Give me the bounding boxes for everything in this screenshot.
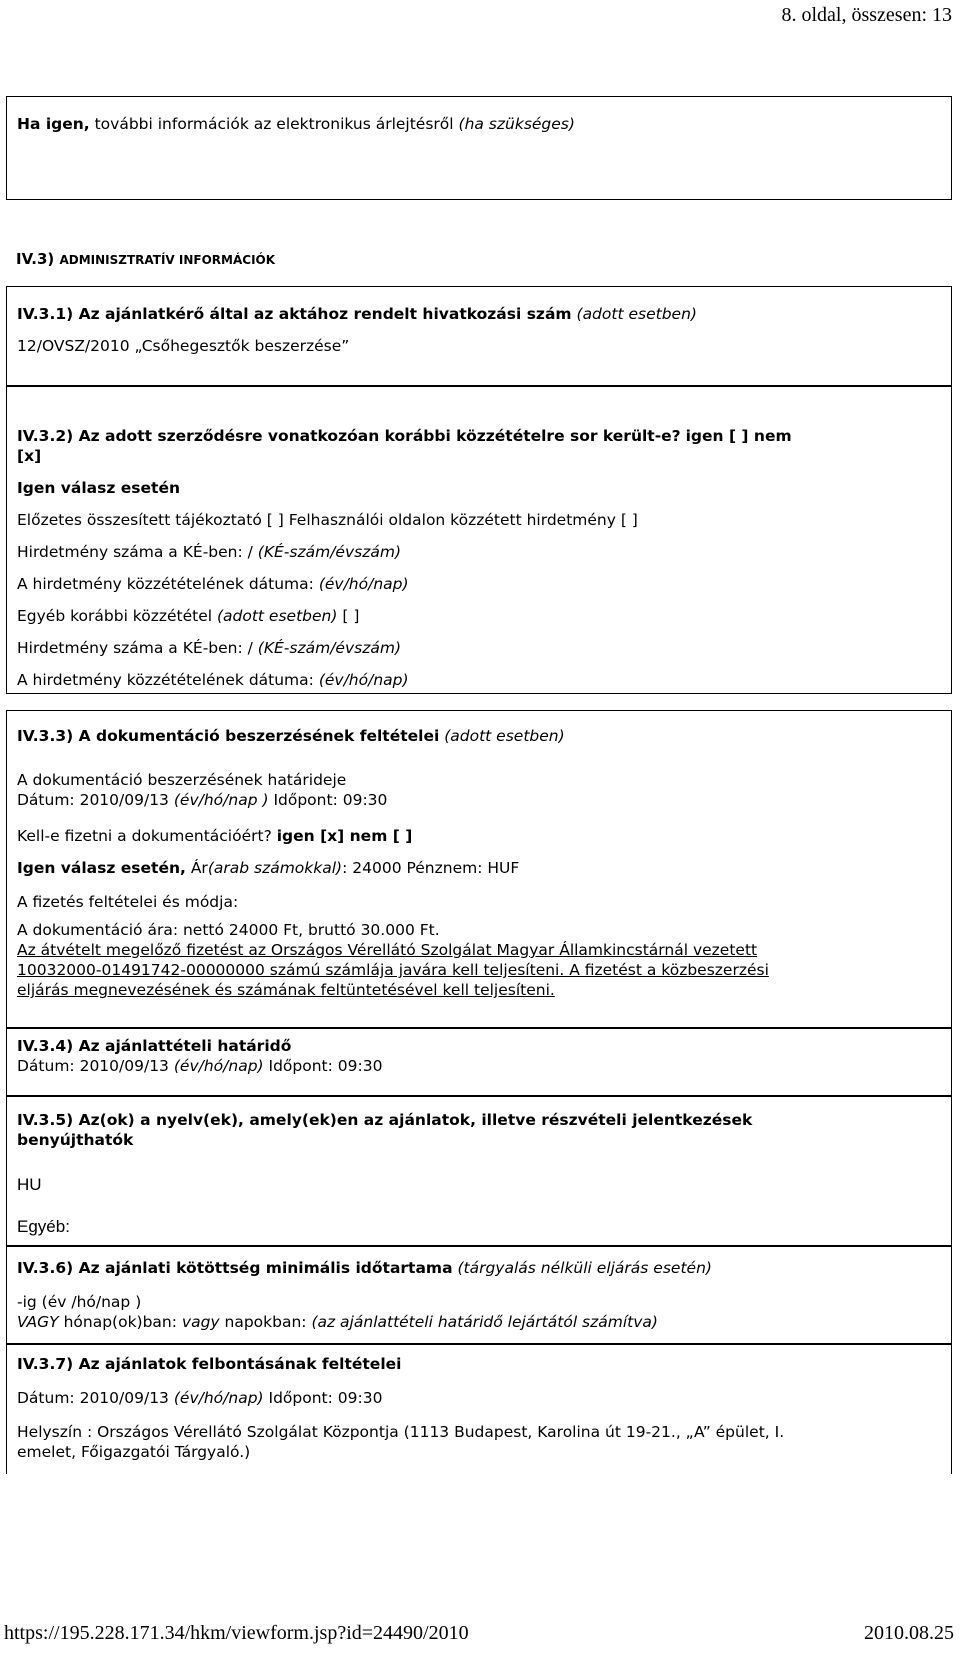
iv33-terms-line4: eljárás megnevezésének és számának feltüntetésével kell teljesíteni. (17, 981, 555, 999)
iv33-terms-label: A fizetés feltételei és módja: (17, 893, 239, 911)
iv35-box (6, 1096, 952, 1246)
iv33-heading: IV.3.3) A dokumentáció beszerzésének feltételei (adott esetben) (17, 727, 565, 745)
iv32-other: Egyéb korábbi közzététel (adott esetben) [ ] (17, 607, 360, 625)
iv33-deadline-label: A dokumentáció beszerzésének határideje (17, 771, 347, 789)
iv32-prior-notice: Előzetes összesített tájékoztató [ ] Felhasználói oldalon közzétett hirdetmény [ ] (17, 511, 638, 529)
auction-info: Ha igen, további információk az elektronikus árlejtésről (ha szükséges) (17, 115, 575, 133)
page-number: 8. oldal, összesen: 13 (781, 4, 952, 26)
iv36-box (6, 1246, 952, 1344)
iv34-box (6, 1028, 952, 1096)
iv35-language: HU (17, 1175, 42, 1194)
iv32-box (6, 386, 952, 694)
iv37-place-line2: emelet, Főigazgatói Tárgyaló.) (17, 1443, 251, 1461)
iv34-date: Dátum: 2010/09/13 (év/hó/nap) Időpont: 09:30 (17, 1057, 383, 1075)
footer-date: 2010.08.25 (864, 1622, 954, 1644)
iv35-heading-line1: IV.3.5) Az(ok) a nyelv(ek), amely(ek)en az ajánlatok, illetve részvételi jelentkezések (17, 1111, 753, 1129)
iv33-box (6, 710, 952, 1028)
iv34-heading: IV.3.4) Az ajánlattételi határidő (17, 1037, 292, 1055)
iv37-heading: IV.3.7) Az ajánlatok felbontásának feltételei (17, 1355, 402, 1373)
iv37-box (6, 1344, 952, 1474)
iv33-pay-question: Kell-e fizetni a dokumentációért? igen [x] nem [ ] (17, 827, 413, 845)
iv36-line1: -ig (év /hó/nap ) (17, 1293, 142, 1311)
iv36-line2: VAGY hónap(ok)ban: vagy napokban: (az ajánlattételi határidő lejártától számítva) (17, 1313, 658, 1331)
iv32-options-cont: [x] (17, 447, 42, 465)
iv32-pub-date-2: A hirdetmény közzétételének dátuma: (év/hó/nap) (17, 671, 409, 689)
iv35-heading-line2: benyújthatók (17, 1131, 134, 1149)
iv37-date: Dátum: 2010/09/13 (év/hó/nap) Időpont: 09:30 (17, 1389, 383, 1407)
iv33-terms-line3: 10032000-01491742-00000000 számú számlája javára kell teljesíteni. A fizetést a közbeszerzési (17, 961, 769, 979)
iv35-other: Egyéb: (17, 1217, 70, 1236)
iv32-heading: IV.3.2) Az adott szerződésre vonatkozóan korábbi közzétételre sor került-e? igen [ ] nem (17, 427, 792, 445)
auction-box (6, 96, 952, 200)
footer-url: https://195.228.171.34/hkm/viewform.jsp?id=24490/2010 (4, 1622, 469, 1644)
iv33-terms-line2: Az átvételt megelőző fizetést az Országos Vérellátó Szolgálat Magyar Államkincstárnál vezetett (17, 941, 758, 959)
iv32-pub-date: A hirdetmény közzétételének dátuma: (év/hó/nap) (17, 575, 409, 593)
iv33-terms-line1: A dokumentáció ára: nettó 24000 Ft, bruttó 30.000 Ft. (17, 921, 440, 939)
section-iv3-heading: IV.3) ADMINISZTRATÍV INFORMÁCIÓK (16, 250, 276, 268)
iv32-notice-no: Hirdetmény száma a KÉ-ben: / (KÉ-szám/évszám) (17, 543, 401, 561)
auction-box-bottom (6, 199, 952, 200)
iv32-notice-no-2: Hirdetmény száma a KÉ-ben: / (KÉ-szám/évszám) (17, 639, 401, 657)
iv31-value: 12/OVSZ/2010 „Csőhegesztők beszerzése” (17, 337, 350, 355)
iv37-place-line1: Helyszín : Országos Vérellátó Szolgálat Központja (1113 Budapest, Karolina út 19-21., „A” épület, I. (17, 1423, 785, 1441)
iv33-date: Dátum: 2010/09/13 (év/hó/nap ) Időpont: 09:30 (17, 791, 388, 809)
iv33-price: Igen válasz esetén, Ár(arab számokkal): 24000 Pénznem: HUF (17, 859, 520, 877)
iv31-heading: IV.3.1) Az ajánlatkérő által az aktához rendelt hivatkozási szám (adott esetben) (17, 305, 697, 323)
iv32-if-yes: Igen válasz esetén (17, 479, 180, 497)
iv31-box (6, 286, 952, 386)
iv36-heading: IV.3.6) Az ajánlati kötöttség minimális időtartama (tárgyalás nélküli eljárás esetén) (17, 1259, 712, 1277)
